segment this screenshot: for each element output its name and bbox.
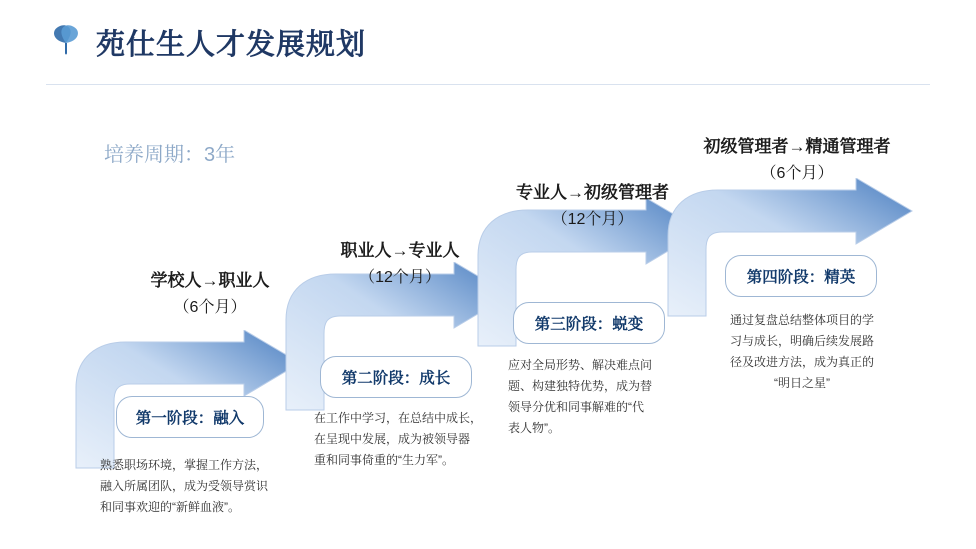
stage-3-heading-line2: （12个月）: [551, 211, 634, 228]
stage-1-heading-line2: （6个月）: [173, 299, 247, 316]
stage-1-card[interactable]: [116, 396, 264, 438]
stage-4-description-line-4: “明日之星”: [774, 376, 830, 390]
stage-4-heading-line2: （6个月）: [760, 165, 834, 182]
stage-3-heading: [485, 180, 700, 234]
stage-4-card-label: 第四阶段：精英: [746, 269, 856, 286]
stage-1-heading-line1: 学校人→职业人: [150, 271, 270, 290]
stage-3-heading-line1: 专业人→初级管理者: [516, 183, 669, 202]
stage-1-heading: [110, 268, 310, 322]
stage-2-card[interactable]: [320, 356, 472, 398]
stage-1-description-line-2: 融入所属团队，成为受领导赏识: [100, 479, 269, 493]
stage-3-description-line-3: 领导分优和同事解难的“代: [508, 400, 644, 414]
stage-1-description-line-1: 熟悉职场环境，掌握工作方法，: [100, 458, 269, 472]
stage-4-heading: [672, 134, 922, 188]
stage-4-card[interactable]: [725, 255, 877, 297]
stage-4-heading-line1: 初级管理者→精通管理者: [703, 137, 891, 156]
stage-2-description-line-3: 重和同事倚重的“生力军”。: [314, 453, 454, 467]
stage-2-card-label: 第二阶段：成长: [341, 370, 451, 387]
stage-2-description-line-1: 在工作中学习，在总结中成长，: [314, 411, 483, 425]
stage-2-heading-line2: （12个月）: [359, 269, 441, 286]
stage-1-description: [100, 455, 290, 518]
stage-3-description-line-1: 应对全局形势、解决难点问: [508, 358, 653, 372]
stage-3-card[interactable]: [513, 302, 665, 344]
stage-3-card-label: 第三阶段：蜕变: [534, 316, 644, 333]
header-divider: [46, 84, 930, 85]
training-cycle-label: 培养周期：3年: [104, 144, 236, 166]
stage-2-heading: [300, 238, 500, 292]
stage-4-description: [714, 310, 890, 394]
stage-2-heading-line1: 职业人→专业人: [340, 241, 460, 260]
stage-3-description-line-4: 表人物”。: [508, 421, 560, 435]
stage-4-description-line-3: 径及改进方法，成为真正的: [729, 355, 874, 369]
stage-1-description-line-3: 和同事欢迎的“新鲜血液”。: [100, 500, 240, 514]
ginkgo-leaf-icon: [48, 24, 84, 60]
stage-2-description-line-2: 在呈现中发展，成为被领导器: [314, 432, 471, 446]
page-header: [0, 0, 976, 86]
stage-3-description: [508, 355, 683, 439]
stage-4-description-line-1: 通过复盘总结整体项目的学: [729, 313, 874, 327]
page-title: 苑仕生人才发展规划: [96, 29, 367, 61]
stage-2-description: [314, 408, 504, 471]
stage-4-description-line-2: 习与成长，明确后续发展路: [729, 334, 874, 348]
stage-3-description-line-2: 题、构建独特优势，成为替: [508, 379, 653, 393]
stage-1-card-label: 第一阶段：融入: [135, 410, 245, 427]
